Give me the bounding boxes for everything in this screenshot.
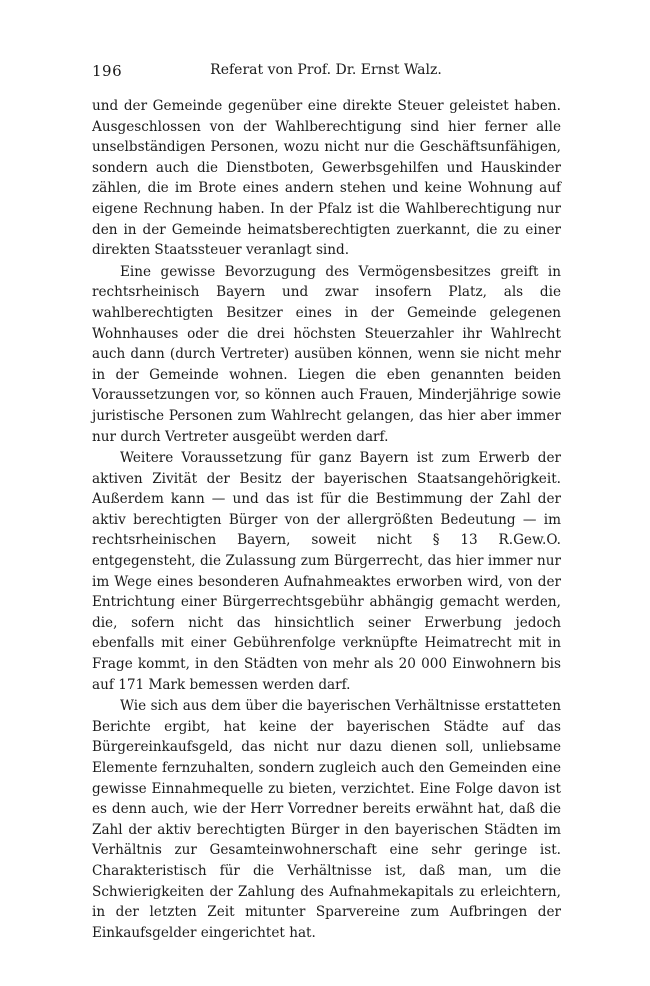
page-number: 196: [92, 62, 123, 80]
body-text: [92, 96, 561, 943]
page-header: [92, 62, 560, 86]
paragraph-1: und der Gemeinde gegenüber eine direkte Steuer geleistet haben. Ausgeschlossen von der Wahlberechtigung sind hier ferner alle unselbständigen Personen, wozu nicht nur die Geschäftsunfähigen, sondern auch die Dienstboten, Gewerbsgehilfen und Hauskinder zählen, die im Brote eines andern stehen und keine Wohnung auf eigene Rechnung haben. In der Pfalz ist die Wahlberechtigung nur den in der Gemeinde heimatsberechtigten zuerkannt, die zu einer direkten Staatssteuer veranlagt sind.: [92, 98, 561, 259]
paragraph-3: Weitere Voraussetzung für ganz Bayern ist zum Erwerb der aktiven Zivität der Besitz der bayerischen Staatsangehörigkeit. Außerdem kann — und das ist für die Bestimmung der Zahl der aktiv berechtigten Bürger von der allergrößten Bedeutung — im rechtsrheinischen Bayern, soweit nicht § 13 R.Gew.O. entgegensteht, die Zulassung zum Bürgerrecht, das hier immer nur im Wege eines besonderen Aufnahmeaktes erworben wird, von der Entrichtung einer Bürgerrechtsgebühr abhängig gemacht werden, die, sofern nicht das hinsichtlich seiner Erwerbung jedoch ebenfalls mit einer Gebührenfolge verknüpfte Heimatrecht mit in Frage kommt, in den Städten von mehr als 20 000 Einwohnern bis auf 171 Mark bemessen werden darf.: [92, 450, 561, 693]
running-title: Referat von Prof. Dr. Ernst Walz.: [210, 62, 442, 78]
paragraph-4: Wie sich aus dem über die bayerischen Verhältnisse erstatteten Berichte ergibt, hat keine der bayerischen Städte auf das Bürgereinkaufsgeld, das nicht nur dazu dienen soll, unliebsame Elemente fernzuhalten, sondern zugleich auch den Gemeinden eine gewisse Einnahmequelle zu bieten, verzichtet. Eine Folge davon ist es denn auch, wie der Herr Vorredner bereits erwähnt hat, daß die Zahl der aktiv berechtigten Bürger in den bayerischen Städten im Verhältnis zur Gesamteinwohnerschaft eine sehr geringe ist. Charakteristisch für die Verhältnisse ist, daß man, um die Schwierigkeiten der Zahlung des Aufnahmekapitals zu erleichtern, in der letzten Zeit mitunter Sparvereine zum Aufbringen der Einkaufsgelder eingerichtet hat.: [92, 698, 561, 941]
paragraph-2: Eine gewisse Bevorzugung des Vermögensbesitzes greift in rechtsrheinisch Bayern und zwar insofern Platz, als die wahlberechtigten Besitzer eines in der Gemeinde gelegenen Wohnhauses oder die drei höchsten Steuerzahler ihr Wahlrecht auch dann (durch Vertreter) ausüben können, wenn sie nicht mehr in der Gemeinde wohnen. Liegen die eben genannten beiden Voraussetzungen vor, so können auch Frauen, Minderjährige sowie juristische Personen zum Wahlrecht gelangen, das hier aber immer nur durch Vertreter ausgeübt werden darf.: [92, 263, 561, 445]
